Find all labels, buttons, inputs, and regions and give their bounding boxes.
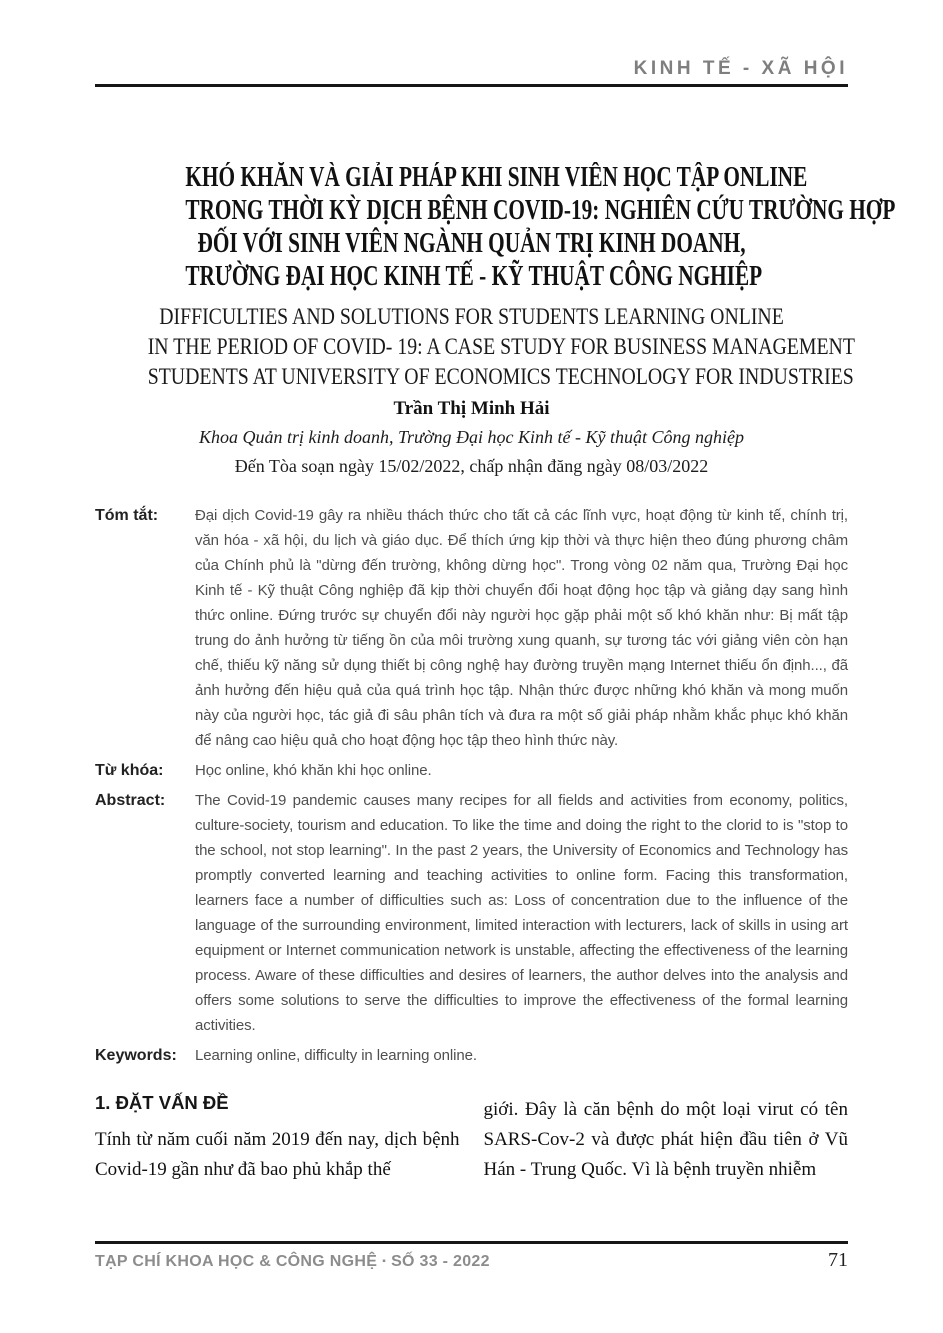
article-title-en [147,302,855,392]
journal-separator-square: ▪ [382,1256,387,1267]
journal-name-and-issue [95,1253,490,1271]
page-footer [95,1241,848,1272]
abstract-vi-label: Tóm tắt: [95,507,159,524]
title-vi-line: KHÓ KHĂN VÀ GIẢI PHÁP KHI SINH VIÊN HỌC TẬP ONLINE [185,162,808,193]
running-head [95,0,848,80]
received-accepted-dates: Đến Tòa soạn ngày 15/02/2022, chấp nhận đăng ngày 08/03/2022 [234,456,709,476]
article-title-vi [185,161,896,293]
abstract-en-row [95,788,848,1038]
journal-name: TẠP CHÍ KHOA HỌC & CÔNG NGHỆ [95,1253,378,1270]
keywords-vi-row [95,758,848,783]
footer-rule [95,1241,848,1244]
keywords-vi-label: Từ khóa: [95,762,164,779]
keywords-en-text: Learning online, difficulty in learning online. [195,1047,477,1064]
keywords-en-label: Keywords: [95,1047,177,1064]
body-column-left [95,1088,460,1185]
abstract-block [95,503,848,1068]
abstract-vi-row [95,503,848,753]
abstract-en-text: The Covid-19 pandemic causes many recipes for all fields and activities from economy, politics, culture-society, tourism and education. To like the time and doing the right to the clorid to is "stop to the school, not stop learning". In the past 2 years, the University of Economics and Technology has promptly converted learning and teaching activities to online form. Facing this transformation, learners face a number of difficulties such as: Loss of concentration due to the influence of the language of the surrounding environment, limited interaction with lecturers, lack of skills in using art equipment or Internet communication network is unstable, affecting the effectiveness of the learning process. Aware of these difficulties and desires of learners, the author delves into the analysis and offers some solutions to serve the difficulties to improve the effectiveness of the formal learning activities. [195,792,848,1034]
author-affiliation: Khoa Quản trị kinh doanh, Trường Đại học Kinh tế - Kỹ thuật Công nghiệp [199,427,744,447]
body-column-left-text: Tính từ năm cuối năm 2019 đến nay, dịch bệnh Covid-19 gần như đã bao phủ khắp thế [95,1129,460,1180]
abstract-vi-text: Đại dịch Covid-19 gây ra nhiều thách thức cho tất cả các lĩnh vực, hoạt động từ kinh tế, chính trị, văn hóa - xã hội, du lịch và giáo dục. Để thích ứng kịp thời và thực hiện theo đúng phương châm của Chính phủ là "dừng đến trường, không dừng học". Trong vòng 02 năm qua, Trường Đại học Kinh tế - Kỹ thuật Công nghiệp đã kịp thời chuyển đổi hoạt động học tập và giảng dạy sang hình thức online. Đứng trước sự chuyển đổi này người học gặp phải một số khó khăn như: Bị mất tập trung do ảnh hưởng từ tiếng ồn của môi trường xung quanh, sự tương tác với giảng viên còn hạn chế, thiếu kỹ năng sử dụng thiết bị công nghệ hay đường truyền mạng Internet thiếu ổn định..., đã ảnh hưởng đến hiệu quả của quá trình học tập. Nhận thức được những khó khăn và mong muốn này của người học, tác giả đi sâu phân tích và đưa ra một số giải pháp nhằm khắc phục khó khăn để nâng cao hiệu quả cho hoạt động học tập theo hình thức này. [195,507,848,749]
abstract-en-label: Abstract: [95,792,166,809]
journal-issue: SỐ 33 - 2022 [391,1253,490,1270]
keywords-vi-text: Học online, khó khăn khi học online. [195,762,432,779]
author-name: Trần Thị Minh Hải [393,398,550,419]
title-vi-line: TRONG THỜI KỲ DỊCH BỆNH COVID-19: NGHIÊN CỨU TRƯỜNG HỢP [185,195,896,226]
page-number: 71 [828,1249,848,1271]
keywords-en-row [95,1043,848,1068]
footer-row [95,1249,848,1272]
body-column-right [484,1088,849,1185]
section-1-heading: 1. ĐẶT VẤN ĐỀ [95,1092,229,1113]
title-vi-line: ĐỐI VỚI SINH VIÊN NGÀNH QUẢN TRỊ KINH DOANH, [197,228,746,259]
section-category-label: KINH TẾ - XÃ HỘI [633,58,848,79]
title-en-line: STUDENTS AT UNIVERSITY OF ECONOMICS TECHNOLOGY FOR INDUSTRIES [147,364,854,389]
title-vi-line: TRƯỜNG ĐẠI HỌC KINH TẾ - KỸ THUẬT CÔNG NGHIỆP [185,261,763,292]
body-column-right-text: giới. Đây là căn bệnh do một loại virut có tên SARS-Cov-2 và được phát hiện đầu tiên ở Vũ Hán - Trung Quốc. Vì là bệnh truyền nhiễm [483,1099,848,1180]
body-two-columns [95,1088,848,1185]
title-en-line: DIFFICULTIES AND SOLUTIONS FOR STUDENTS LEARNING ONLINE [159,304,784,329]
header-rule [95,84,848,87]
title-en-line: IN THE PERIOD OF COVID- 19: A CASE STUDY FOR BUSINESS MANAGEMENT [147,334,855,359]
